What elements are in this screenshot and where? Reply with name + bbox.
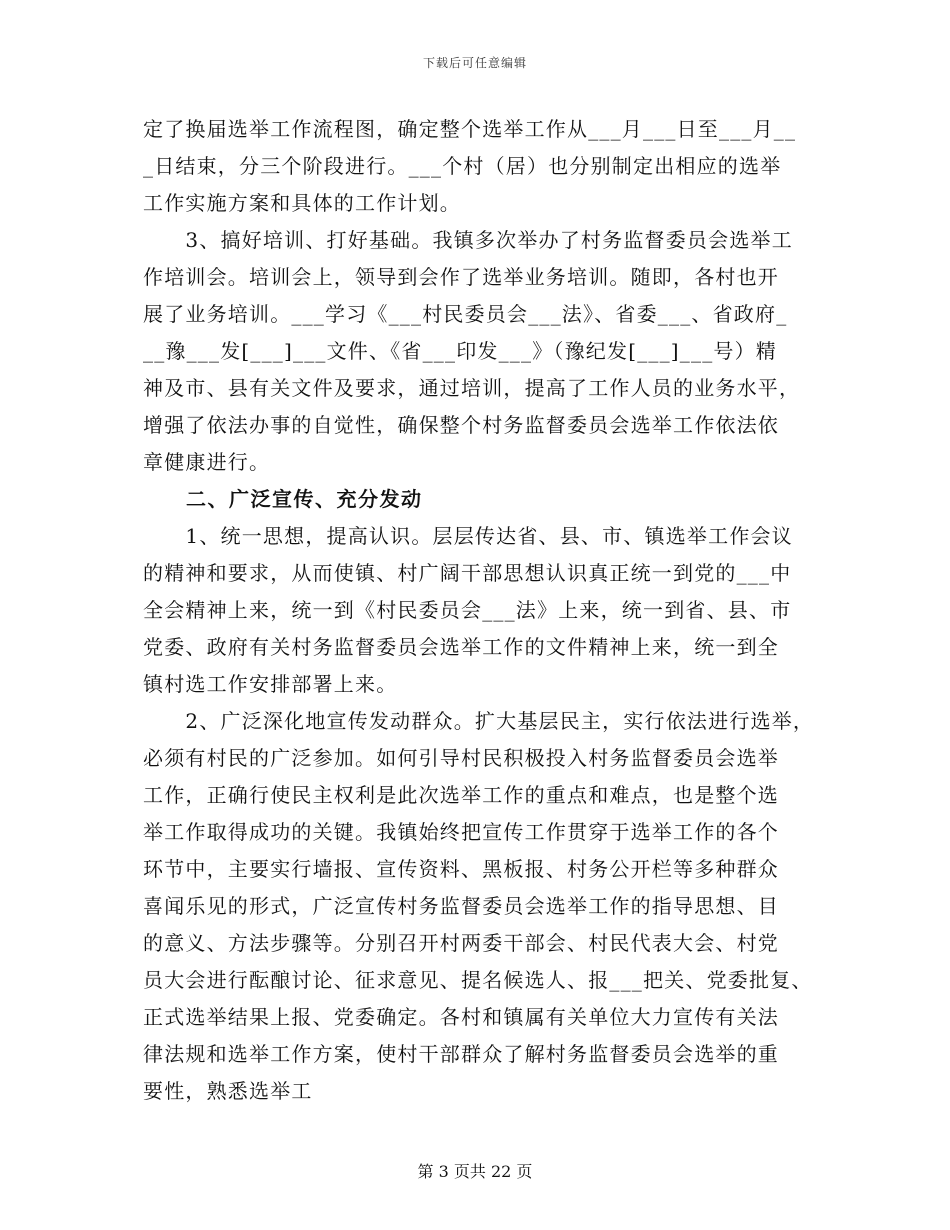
- body-line: 展了业务培训。___学习《___村民委员会___法》、省委___、省政府_: [143, 302, 788, 326]
- body-line: 党委、政府有关村务监督委员会选举工作的文件精神上来，统一到全: [143, 635, 779, 659]
- body-text: [143, 111, 823, 1110]
- body-line: 工作，正确行使民主权利是此次选举工作的重点和难点，也是整个选: [143, 783, 779, 807]
- body-line: 要性，熟悉选举工: [143, 1079, 313, 1103]
- page-number: 第 3 页共 22 页: [417, 1162, 533, 1181]
- body-line: 章健康进行。: [143, 450, 271, 474]
- body-line: 神及市、县有关文件及要求，通过培训，提高了工作人员的业务水平，: [143, 376, 801, 400]
- body-line: 定了换届选举工作流程图，确定整个选举工作从___月___日至___月__: [143, 117, 797, 141]
- body-line: 的精神和要求，从而使镇、村广阔干部思想认识真正统一到党的___中: [143, 561, 792, 585]
- section-heading: 二、广泛宣传、充分发动: [143, 487, 423, 511]
- body-line: 3、搞好培训、打好基础。我镇多次举办了村务监督委员会选举工: [143, 228, 793, 252]
- body-line: 工作实施方案和具体的工作计划。: [143, 191, 461, 215]
- body-line: 1、统一思想，提高认识。层层传达省、县、市、镇选举工作会议: [143, 524, 793, 548]
- body-line: 镇村选工作安排部署上来。: [143, 672, 398, 696]
- body-line: _日结束，分三个阶段进行。___个村（居）也分别制定出相应的选举: [143, 154, 782, 178]
- body-line: 环节中，主要实行墙报、宣传资料、黑板报、村务公开栏等多种群众: [143, 857, 779, 881]
- body-line: 律法规和选举工作方案，使村干部群众了解村务监督委员会选举的重: [143, 1042, 779, 1066]
- header-note: 下载后可任意编辑: [422, 56, 527, 70]
- body-line: 正式选举结果上报、党委确定。各村和镇属有关单位大力宣传有关法: [143, 1005, 779, 1029]
- body-line: 增强了依法办事的自觉性，确保整个村务监督委员会选举工作依法依: [143, 413, 779, 437]
- body-line: 喜闻乐见的形式，广泛宣传村务监督委员会选举工作的指导思想、目: [143, 894, 779, 918]
- body-line: __豫___发[___]___文件、《省___印发___》（豫纪发[___]___号）精: [143, 339, 778, 363]
- body-line: 作培训会。培训会上，领导到会作了选举业务培训。随即，各村也开: [143, 265, 779, 289]
- body-line: 2、广泛深化地宣传发动群众。扩大基层民主，实行依法进行选举，: [143, 709, 815, 733]
- body-line: 全会精神上来，统一到《村民委员会___法》上来，统一到省、县、市: [143, 598, 792, 622]
- body-line: 的意义、方法步骤等。分别召开村两委干部会、村民代表大会、村党: [143, 931, 779, 955]
- body-line: 必须有村民的广泛参加。如何引导村民积极投入村务监督委员会选举: [143, 746, 779, 770]
- body-line: 举工作取得成功的关键。我镇始终把宣传工作贯穿于选举工作的各个: [143, 820, 779, 844]
- body-line: 员大会进行酝酿讨论、征求意见、提名候选人、报___把关、党委批复、: [143, 968, 813, 992]
